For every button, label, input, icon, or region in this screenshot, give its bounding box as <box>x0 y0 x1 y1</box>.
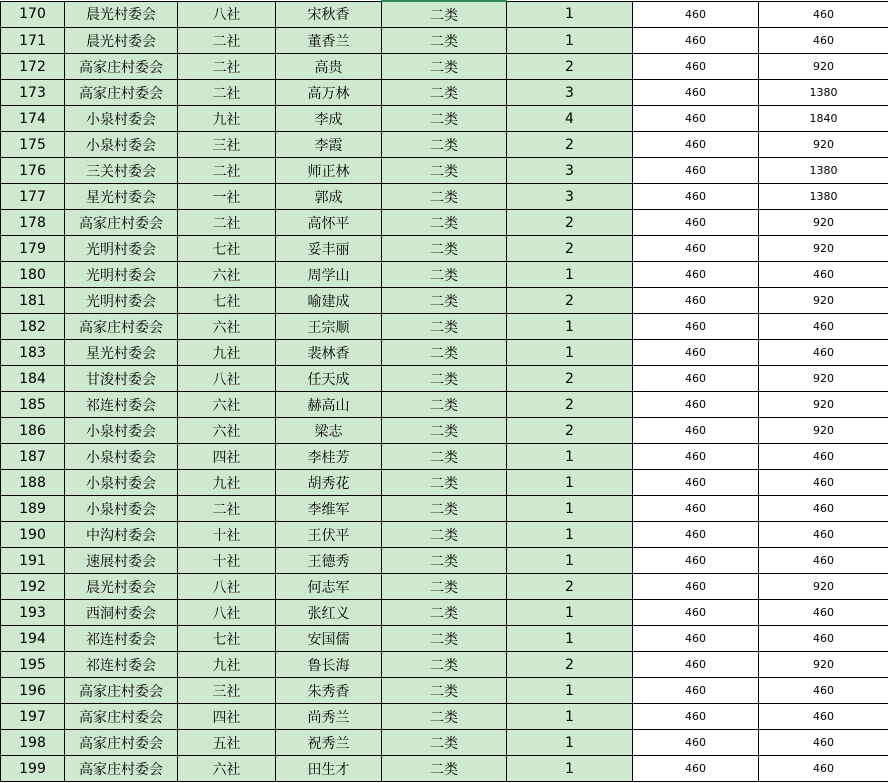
standard-amount-cell[interactable]: 460 <box>633 574 759 600</box>
total-amount-cell[interactable]: 460 <box>759 522 888 548</box>
count-cell[interactable]: 1 <box>507 28 633 54</box>
table-row <box>1 392 888 418</box>
group-cell[interactable]: 四社 <box>178 704 276 730</box>
total-amount-cell[interactable]: 460 <box>759 730 888 756</box>
name-cell[interactable]: 高万林 <box>276 80 382 106</box>
group-cell[interactable]: 六社 <box>178 418 276 444</box>
table-row <box>1 132 888 158</box>
count-cell[interactable]: 3 <box>507 80 633 106</box>
row-number-cell[interactable]: 181 <box>1 288 65 314</box>
count-cell[interactable]: 1 <box>507 600 633 626</box>
category-cell[interactable]: 二类 <box>382 730 507 756</box>
group-cell[interactable]: 二社 <box>178 210 276 236</box>
table-row <box>1 340 888 366</box>
table-row <box>1 184 888 210</box>
name-cell[interactable]: 妥丰丽 <box>276 236 382 262</box>
category-cell[interactable]: 二类 <box>382 418 507 444</box>
row-number-cell[interactable]: 178 <box>1 210 65 236</box>
table-row <box>1 756 888 782</box>
category-cell[interactable]: 二类 <box>382 392 507 418</box>
name-cell[interactable]: 李维军 <box>276 496 382 522</box>
village-cell[interactable]: 祁连村委会 <box>65 626 178 652</box>
village-cell[interactable]: 西洞村委会 <box>65 600 178 626</box>
category-cell[interactable]: 二类 <box>382 158 507 184</box>
group-cell[interactable]: 十社 <box>178 548 276 574</box>
total-amount-cell[interactable]: 460 <box>759 548 888 574</box>
table-row <box>1 626 888 652</box>
group-cell[interactable]: 七社 <box>178 236 276 262</box>
village-cell[interactable]: 光明村委会 <box>65 262 178 288</box>
count-cell[interactable]: 2 <box>507 54 633 80</box>
count-cell[interactable]: 1 <box>507 496 633 522</box>
count-cell[interactable]: 2 <box>507 392 633 418</box>
group-cell[interactable]: 六社 <box>178 392 276 418</box>
count-cell[interactable]: 4 <box>507 106 633 132</box>
count-cell[interactable]: 2 <box>507 366 633 392</box>
name-cell[interactable]: 喻建成 <box>276 288 382 314</box>
table-row <box>1 210 888 236</box>
count-cell[interactable]: 2 <box>507 132 633 158</box>
group-cell[interactable]: 六社 <box>178 756 276 782</box>
standard-amount-cell[interactable]: 460 <box>633 418 759 444</box>
group-cell[interactable]: 一社 <box>178 184 276 210</box>
row-number-cell[interactable]: 175 <box>1 132 65 158</box>
group-cell[interactable]: 三社 <box>178 678 276 704</box>
group-cell[interactable]: 八社 <box>178 600 276 626</box>
name-cell[interactable]: 任天成 <box>276 366 382 392</box>
village-cell[interactable]: 祁连村委会 <box>65 392 178 418</box>
row-number-cell[interactable]: 179 <box>1 236 65 262</box>
group-cell[interactable]: 四社 <box>178 444 276 470</box>
name-cell[interactable]: 梁志 <box>276 418 382 444</box>
table-row <box>1 236 888 262</box>
group-cell[interactable]: 九社 <box>178 106 276 132</box>
row-number-cell[interactable]: 189 <box>1 496 65 522</box>
count-cell[interactable]: 1 <box>507 626 633 652</box>
table-row <box>1 704 888 730</box>
count-cell[interactable]: 1 <box>507 1 633 28</box>
name-cell[interactable]: 朱秀香 <box>276 678 382 704</box>
standard-amount-cell[interactable]: 460 <box>633 184 759 210</box>
table-row <box>1 496 888 522</box>
table-row <box>1 548 888 574</box>
village-cell[interactable]: 小泉村委会 <box>65 418 178 444</box>
village-cell[interactable]: 星光村委会 <box>65 340 178 366</box>
standard-amount-cell[interactable]: 460 <box>633 1 759 28</box>
category-cell[interactable]: 二类 <box>382 444 507 470</box>
name-cell[interactable]: 裴林香 <box>276 340 382 366</box>
category-cell[interactable]: 二类 <box>382 366 507 392</box>
standard-amount-cell[interactable]: 460 <box>633 678 759 704</box>
row-number-cell[interactable]: 173 <box>1 80 65 106</box>
count-cell[interactable]: 2 <box>507 236 633 262</box>
name-cell[interactable]: 李桂芳 <box>276 444 382 470</box>
total-amount-cell[interactable]: 460 <box>759 496 888 522</box>
total-amount-cell[interactable]: 920 <box>759 652 888 678</box>
total-amount-cell[interactable]: 460 <box>759 28 888 54</box>
total-amount-cell[interactable]: 460 <box>759 626 888 652</box>
category-cell[interactable]: 二类 <box>382 314 507 340</box>
row-number-cell[interactable]: 197 <box>1 704 65 730</box>
total-amount-cell[interactable]: 920 <box>759 392 888 418</box>
table-row <box>1 522 888 548</box>
village-cell[interactable]: 晨光村委会 <box>65 574 178 600</box>
category-cell[interactable]: 二类 <box>382 522 507 548</box>
group-cell[interactable]: 八社 <box>178 1 276 28</box>
category-cell[interactable]: 二类 <box>382 210 507 236</box>
village-cell[interactable]: 速展村委会 <box>65 548 178 574</box>
table-row <box>1 678 888 704</box>
table-row <box>1 288 888 314</box>
standard-amount-cell[interactable]: 460 <box>633 730 759 756</box>
count-cell[interactable]: 1 <box>507 678 633 704</box>
standard-amount-cell[interactable]: 460 <box>633 756 759 782</box>
name-cell[interactable]: 董香兰 <box>276 28 382 54</box>
standard-amount-cell[interactable]: 460 <box>633 158 759 184</box>
name-cell[interactable]: 周学山 <box>276 262 382 288</box>
count-cell[interactable]: 1 <box>507 704 633 730</box>
total-amount-cell[interactable]: 460 <box>759 314 888 340</box>
group-cell[interactable]: 六社 <box>178 262 276 288</box>
name-cell[interactable]: 师正林 <box>276 158 382 184</box>
standard-amount-cell[interactable]: 460 <box>633 600 759 626</box>
category-cell[interactable]: 二类 <box>382 600 507 626</box>
category-cell[interactable]: 二类 <box>382 496 507 522</box>
category-cell[interactable]: 二类 <box>382 236 507 262</box>
name-cell[interactable]: 张红义 <box>276 600 382 626</box>
standard-amount-cell[interactable]: 460 <box>633 340 759 366</box>
count-cell[interactable]: 2 <box>507 574 633 600</box>
category-cell[interactable]: 二类 <box>382 652 507 678</box>
total-amount-cell[interactable]: 460 <box>759 444 888 470</box>
name-cell[interactable]: 田生才 <box>276 756 382 782</box>
name-cell[interactable]: 胡秀花 <box>276 470 382 496</box>
table-row <box>1 1 888 28</box>
village-cell[interactable]: 高家庄村委会 <box>65 314 178 340</box>
standard-amount-cell[interactable]: 460 <box>633 366 759 392</box>
total-amount-cell[interactable]: 920 <box>759 366 888 392</box>
group-cell[interactable]: 二社 <box>178 496 276 522</box>
count-cell[interactable]: 1 <box>507 314 633 340</box>
standard-amount-cell[interactable]: 460 <box>633 132 759 158</box>
row-number-cell[interactable]: 170 <box>1 1 65 28</box>
row-number-cell[interactable]: 190 <box>1 522 65 548</box>
row-number-cell[interactable]: 195 <box>1 652 65 678</box>
table-row <box>1 314 888 340</box>
category-cell[interactable]: 二类 <box>382 132 507 158</box>
count-cell[interactable]: 1 <box>507 548 633 574</box>
group-cell[interactable]: 二社 <box>178 54 276 80</box>
table-row <box>1 106 888 132</box>
standard-amount-cell[interactable]: 460 <box>633 262 759 288</box>
village-cell[interactable]: 小泉村委会 <box>65 444 178 470</box>
row-number-cell[interactable]: 193 <box>1 600 65 626</box>
category-cell[interactable]: 二类 <box>382 574 507 600</box>
category-cell[interactable]: 二类 <box>382 470 507 496</box>
village-cell[interactable]: 小泉村委会 <box>65 132 178 158</box>
count-cell[interactable]: 1 <box>507 730 633 756</box>
name-cell[interactable]: 王伏平 <box>276 522 382 548</box>
count-cell[interactable]: 1 <box>507 756 633 782</box>
table-row <box>1 574 888 600</box>
total-amount-cell[interactable]: 460 <box>759 1 888 28</box>
total-amount-cell[interactable]: 920 <box>759 418 888 444</box>
group-cell[interactable]: 三社 <box>178 132 276 158</box>
standard-amount-cell[interactable]: 460 <box>633 106 759 132</box>
name-cell[interactable]: 赫高山 <box>276 392 382 418</box>
standard-amount-cell[interactable]: 460 <box>633 80 759 106</box>
category-cell[interactable]: 二类 <box>382 184 507 210</box>
count-cell[interactable]: 1 <box>507 262 633 288</box>
village-cell[interactable]: 高家庄村委会 <box>65 54 178 80</box>
category-cell[interactable]: 二类 <box>382 28 507 54</box>
group-cell[interactable]: 七社 <box>178 626 276 652</box>
total-amount-cell[interactable]: 920 <box>759 132 888 158</box>
name-cell[interactable]: 祝秀兰 <box>276 730 382 756</box>
name-cell[interactable]: 宋秋香 <box>276 1 382 28</box>
name-cell[interactable]: 尚秀兰 <box>276 704 382 730</box>
count-cell[interactable]: 2 <box>507 652 633 678</box>
standard-amount-cell[interactable]: 460 <box>633 626 759 652</box>
row-number-cell[interactable]: 174 <box>1 106 65 132</box>
village-cell[interactable]: 光明村委会 <box>65 288 178 314</box>
village-cell[interactable]: 星光村委会 <box>65 184 178 210</box>
group-cell[interactable]: 六社 <box>178 314 276 340</box>
category-cell[interactable]: 二类 <box>382 626 507 652</box>
group-cell[interactable]: 十社 <box>178 522 276 548</box>
table-row <box>1 730 888 756</box>
count-cell[interactable]: 3 <box>507 158 633 184</box>
table-row <box>1 600 888 626</box>
group-cell[interactable]: 九社 <box>178 470 276 496</box>
standard-amount-cell[interactable]: 460 <box>633 704 759 730</box>
table-row <box>1 366 888 392</box>
village-cell[interactable]: 小泉村委会 <box>65 470 178 496</box>
village-cell[interactable]: 中沟村委会 <box>65 522 178 548</box>
village-cell[interactable]: 高家庄村委会 <box>65 756 178 782</box>
standard-amount-cell[interactable]: 460 <box>633 444 759 470</box>
name-cell[interactable]: 高贵 <box>276 54 382 80</box>
village-cell[interactable]: 小泉村委会 <box>65 106 178 132</box>
table-row <box>1 54 888 80</box>
category-cell[interactable]: 二类 <box>382 756 507 782</box>
name-cell[interactable]: 郭成 <box>276 184 382 210</box>
total-amount-cell[interactable]: 460 <box>759 340 888 366</box>
village-cell[interactable]: 小泉村委会 <box>65 496 178 522</box>
village-cell[interactable]: 祁连村委会 <box>65 652 178 678</box>
row-number-cell[interactable]: 194 <box>1 626 65 652</box>
category-cell[interactable]: 二类 <box>382 106 507 132</box>
standard-amount-cell[interactable]: 460 <box>633 652 759 678</box>
standard-amount-cell[interactable]: 460 <box>633 496 759 522</box>
total-amount-cell[interactable]: 920 <box>759 236 888 262</box>
table-row <box>1 444 888 470</box>
row-number-cell[interactable]: 180 <box>1 262 65 288</box>
row-number-cell[interactable]: 188 <box>1 470 65 496</box>
category-cell[interactable]: 二类 <box>382 704 507 730</box>
count-cell[interactable]: 2 <box>507 210 633 236</box>
total-amount-cell[interactable]: 460 <box>759 756 888 782</box>
total-amount-cell[interactable]: 460 <box>759 600 888 626</box>
name-cell[interactable]: 李霞 <box>276 132 382 158</box>
category-cell[interactable]: 二类 <box>382 678 507 704</box>
row-number-cell[interactable]: 172 <box>1 54 65 80</box>
village-cell[interactable]: 高家庄村委会 <box>65 678 178 704</box>
table-row <box>1 470 888 496</box>
row-number-cell[interactable]: 177 <box>1 184 65 210</box>
row-number-cell[interactable]: 182 <box>1 314 65 340</box>
row-number-cell[interactable]: 198 <box>1 730 65 756</box>
total-amount-cell[interactable]: 920 <box>759 574 888 600</box>
row-number-cell[interactable]: 183 <box>1 340 65 366</box>
name-cell[interactable]: 李成 <box>276 106 382 132</box>
category-cell[interactable]: 二类 <box>382 80 507 106</box>
village-cell[interactable]: 高家庄村委会 <box>65 210 178 236</box>
table-row <box>1 418 888 444</box>
group-cell[interactable]: 二社 <box>178 158 276 184</box>
row-number-cell[interactable]: 191 <box>1 548 65 574</box>
standard-amount-cell[interactable]: 460 <box>633 288 759 314</box>
group-cell[interactable]: 八社 <box>178 574 276 600</box>
total-amount-cell[interactable]: 1380 <box>759 80 888 106</box>
name-cell[interactable]: 鲁长海 <box>276 652 382 678</box>
table-body <box>1 1 888 782</box>
count-cell[interactable]: 2 <box>507 288 633 314</box>
group-cell[interactable]: 九社 <box>178 652 276 678</box>
category-cell[interactable]: 二类 <box>382 54 507 80</box>
total-amount-cell[interactable]: 1380 <box>759 158 888 184</box>
group-cell[interactable]: 二社 <box>178 28 276 54</box>
table-row <box>1 158 888 184</box>
count-cell[interactable]: 1 <box>507 340 633 366</box>
total-amount-cell[interactable]: 460 <box>759 704 888 730</box>
total-amount-cell[interactable]: 460 <box>759 678 888 704</box>
village-cell[interactable]: 高家庄村委会 <box>65 730 178 756</box>
standard-amount-cell[interactable]: 460 <box>633 548 759 574</box>
standard-amount-cell[interactable]: 460 <box>633 236 759 262</box>
village-cell[interactable]: 甘浚村委会 <box>65 366 178 392</box>
group-cell[interactable]: 九社 <box>178 340 276 366</box>
row-number-cell[interactable]: 196 <box>1 678 65 704</box>
village-cell[interactable]: 高家庄村委会 <box>65 704 178 730</box>
category-cell[interactable]: 二类 <box>382 548 507 574</box>
table-row <box>1 652 888 678</box>
row-number-cell[interactable]: 186 <box>1 418 65 444</box>
row-number-cell[interactable]: 176 <box>1 158 65 184</box>
table-row <box>1 80 888 106</box>
village-cell[interactable]: 晨光村委会 <box>65 1 178 28</box>
table-row <box>1 262 888 288</box>
row-number-cell[interactable]: 187 <box>1 444 65 470</box>
count-cell[interactable]: 2 <box>507 418 633 444</box>
total-amount-cell[interactable]: 1380 <box>759 184 888 210</box>
standard-amount-cell[interactable]: 460 <box>633 522 759 548</box>
category-cell[interactable]: 二类 <box>382 340 507 366</box>
name-cell[interactable]: 安国儒 <box>276 626 382 652</box>
total-amount-cell[interactable]: 920 <box>759 210 888 236</box>
count-cell[interactable]: 3 <box>507 184 633 210</box>
count-cell[interactable]: 1 <box>507 470 633 496</box>
group-cell[interactable]: 八社 <box>178 366 276 392</box>
count-cell[interactable]: 1 <box>507 444 633 470</box>
total-amount-cell[interactable]: 920 <box>759 288 888 314</box>
total-amount-cell[interactable]: 1840 <box>759 106 888 132</box>
group-cell[interactable]: 五社 <box>178 730 276 756</box>
table-row <box>1 28 888 54</box>
name-cell[interactable]: 王宗顺 <box>276 314 382 340</box>
row-number-cell[interactable]: 171 <box>1 28 65 54</box>
standard-amount-cell[interactable]: 460 <box>633 314 759 340</box>
row-number-cell[interactable]: 192 <box>1 574 65 600</box>
group-cell[interactable]: 二社 <box>178 80 276 106</box>
village-cell[interactable]: 光明村委会 <box>65 236 178 262</box>
name-cell[interactable]: 王德秀 <box>276 548 382 574</box>
village-cell[interactable]: 晨光村委会 <box>65 28 178 54</box>
category-cell[interactable]: 二类 <box>382 1 507 28</box>
row-number-cell[interactable]: 185 <box>1 392 65 418</box>
total-amount-cell[interactable]: 460 <box>759 262 888 288</box>
standard-amount-cell[interactable]: 460 <box>633 210 759 236</box>
row-number-cell[interactable]: 184 <box>1 366 65 392</box>
count-cell[interactable]: 1 <box>507 522 633 548</box>
standard-amount-cell[interactable]: 460 <box>633 28 759 54</box>
category-cell[interactable]: 二类 <box>382 288 507 314</box>
name-cell[interactable]: 高怀平 <box>276 210 382 236</box>
row-number-cell[interactable]: 199 <box>1 756 65 782</box>
standard-amount-cell[interactable]: 460 <box>633 54 759 80</box>
total-amount-cell[interactable]: 920 <box>759 54 888 80</box>
standard-amount-cell[interactable]: 460 <box>633 470 759 496</box>
village-cell[interactable]: 高家庄村委会 <box>65 80 178 106</box>
group-cell[interactable]: 七社 <box>178 288 276 314</box>
standard-amount-cell[interactable]: 460 <box>633 392 759 418</box>
total-amount-cell[interactable]: 460 <box>759 470 888 496</box>
name-cell[interactable]: 何志军 <box>276 574 382 600</box>
category-cell[interactable]: 二类 <box>382 262 507 288</box>
village-cell[interactable]: 三关村委会 <box>65 158 178 184</box>
